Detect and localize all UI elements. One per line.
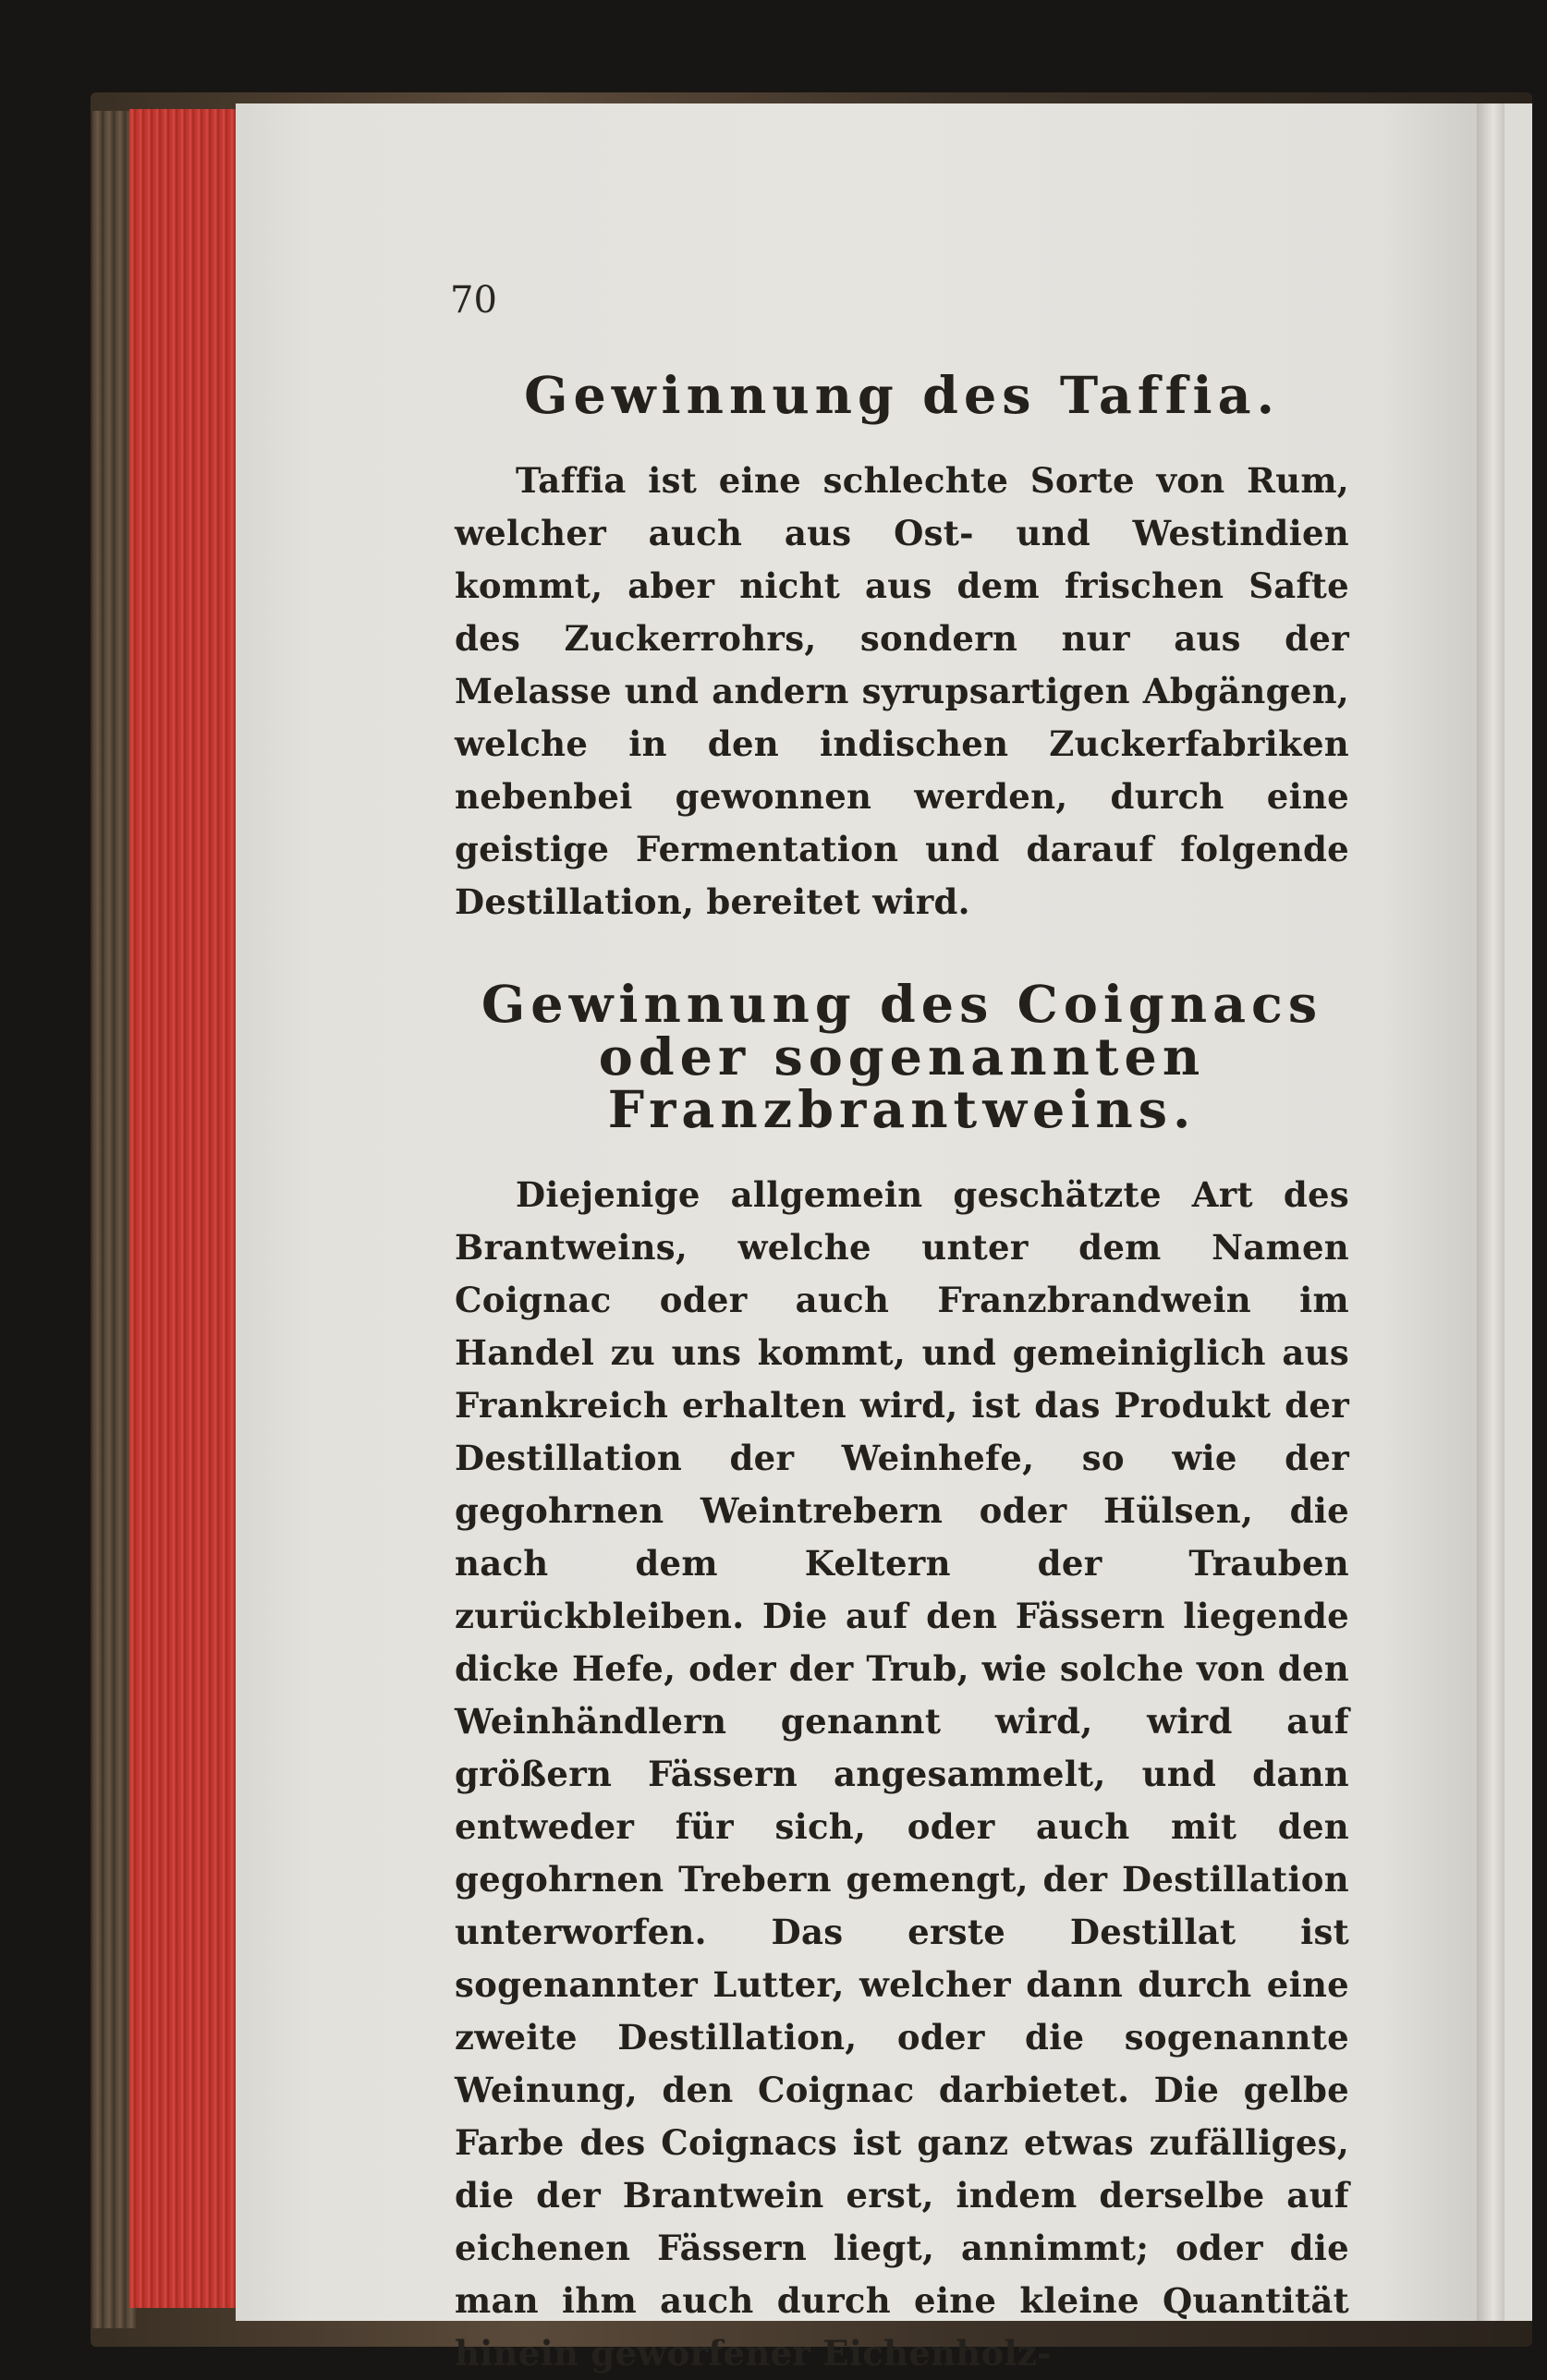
red-page-edges xyxy=(129,109,238,2308)
page-gutter xyxy=(1477,103,1504,2321)
facing-page-edge xyxy=(1504,103,1532,2321)
page-number: 70 xyxy=(450,279,497,322)
paragraph-taffia: Taffia ist eine schlechte Sorte von Rum, welcher auch aus Ost- und Westindien kommt, aber nicht aus dem frischen Safte des Zuckerrohrs, sondern nur aus der Melasse und andern syrupsartigen Abgängen, welche in den indischen Zuckerfabriken nebenbei gewonnen werden, durch eine geistige Fermentation und darauf folgende Destillation, bereitet wird. xyxy=(455,460,1349,922)
page-text xyxy=(455,366,1349,2380)
paragraph-coignac: Diejenige allgemein geschätzte Art des Brantweins, welche unter dem Namen Coignac oder auch Franzbrandwein im Handel zu uns kommt, und gemeiniglich aus Frankreich erhalten wird, ist das Produkt der Destillation der Weinhefe, so wie der gegohrnen Weintrebern oder Hülsen, die nach dem Keltern der Trauben zurückbleiben. Die auf den Fässern liegende dicke Hefe, oder der Trub, wie solche von den Weinhändlern genannt wird, wird auf größern Fässern angesammelt, und dann entweder für sich, oder auch mit den gegohrnen Trebern gemengt, der Destillation unterworfen. Das erste Destillat ist sogenannter Lutter, welcher dann durch eine zweite Destillation, oder die sogenannte Weinung, den Coignac darbietet. Die gelbe Farbe des Coignacs ist ganz etwas zufälliges, die der Brantwein erst, indem derselbe auf eichenen Fässern liegt, annimmt; oder die man ihm auch durch eine kleine Quantität hinein geworfener Eichenholz- xyxy=(455,1174,1349,2374)
section-heading-taffia: Gewinnung des Taffia. xyxy=(524,366,1280,426)
section-heading-coignac: Gewinnung des Coignacs oder sogenannten Franzbrantweins. xyxy=(481,975,1323,1140)
